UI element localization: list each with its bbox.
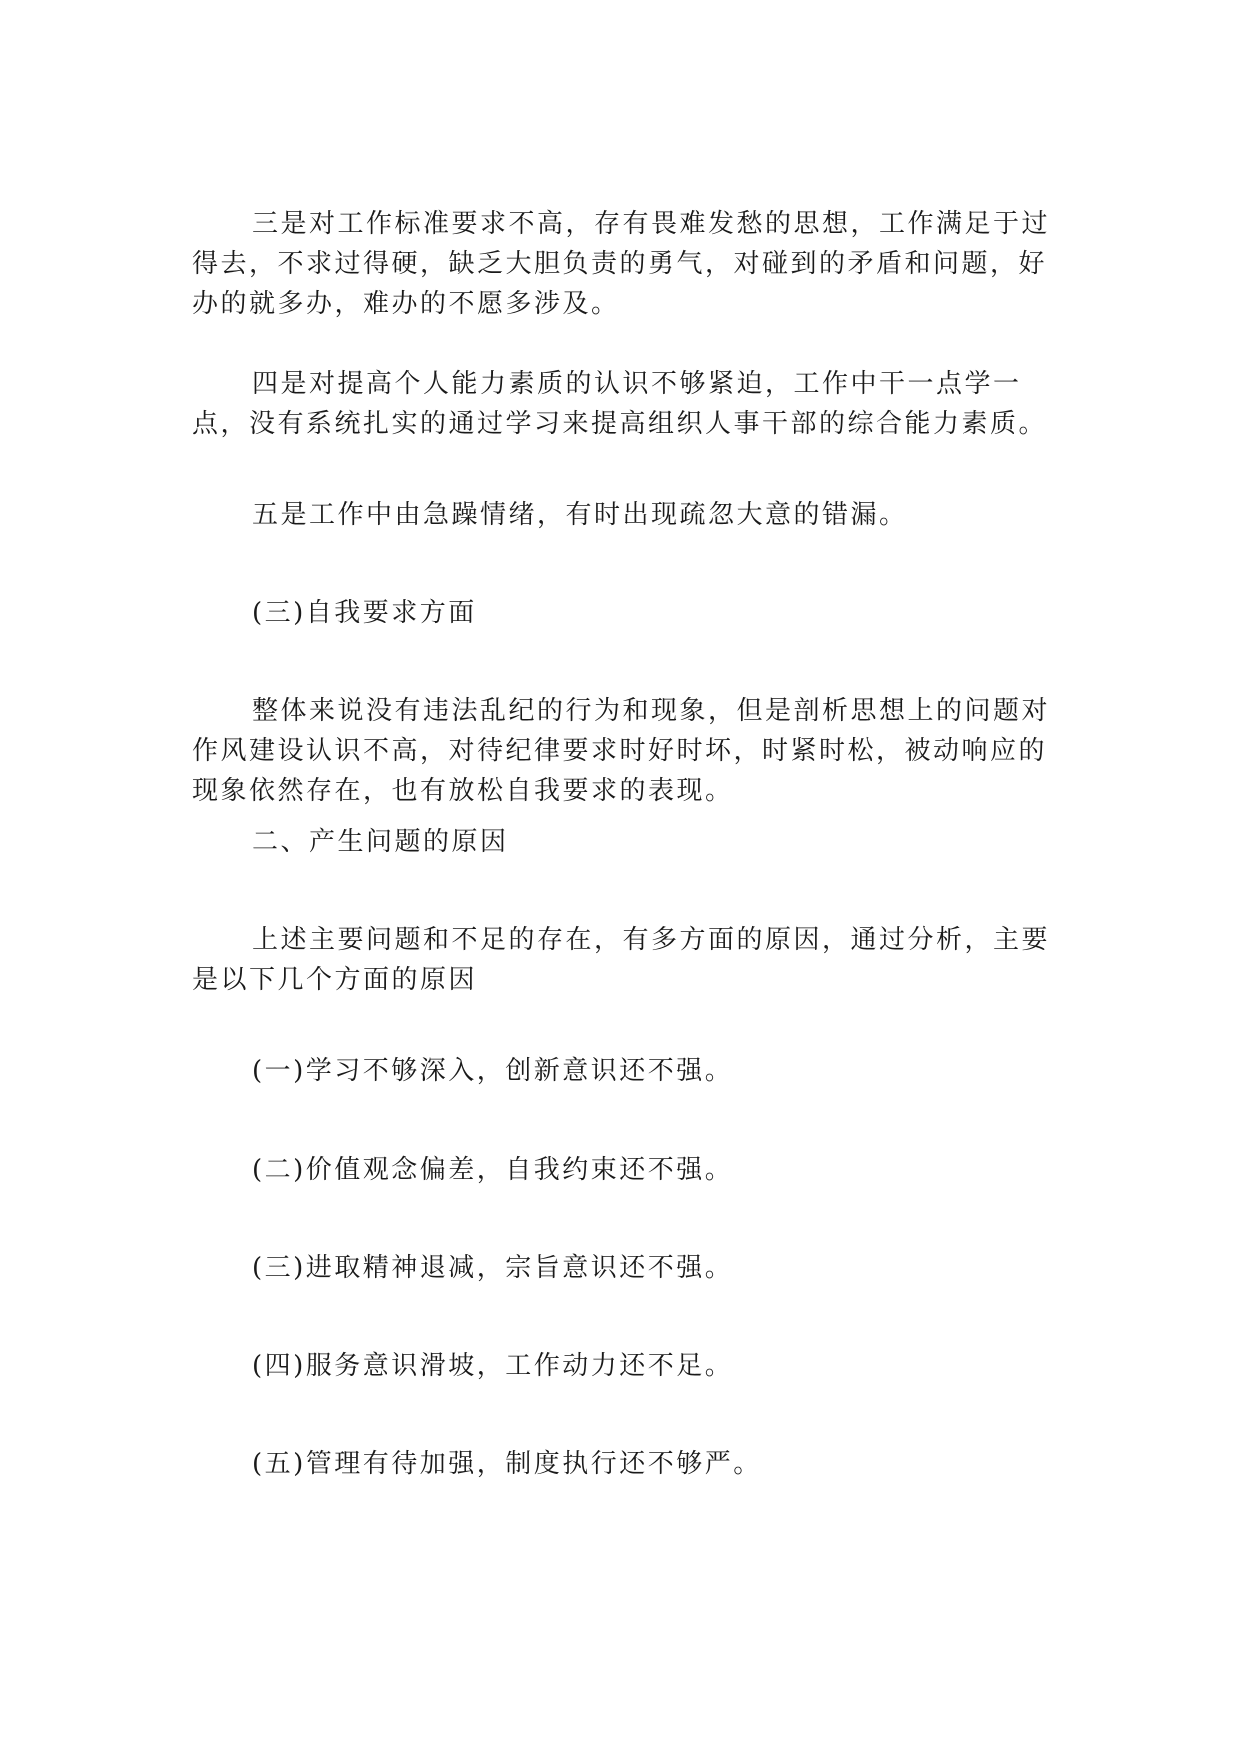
paragraph-overall: 整体来说没有违法乱纪的行为和现象，但是剖析思想上的问题对作风建设认识不高，对待纪律要求时好时坏，时紧时松，被动响应的现象依然存在，也有放松自我要求的表现。 [192, 696, 1051, 806]
paragraph-point-four: 四是对提高个人能力素质的认识不够紧迫，工作中干一点学一点，没有系统扎实的通过学习来提高组织人事干部的综合能力素质。 [192, 369, 1048, 439]
cause-item-1: (一)学习不够深入，创新意识还不强。 [252, 1056, 734, 1086]
section-heading-causes: 二、产生问题的原因 [252, 827, 509, 857]
paragraph-point-five: 五是工作中由急躁情绪，有时出现疏忽大意的错漏。 [252, 500, 908, 530]
cause-item-2: (二)价值观念偏差，自我约束还不强。 [252, 1155, 734, 1185]
cause-item-3: (三)进取精神退减，宗旨意识还不强。 [252, 1253, 734, 1283]
cause-item-4: (四)服务意识滑坡，工作动力还不足。 [252, 1351, 734, 1381]
paragraph-point-three: 三是对工作标准要求不高，存有畏难发愁的思想，工作满足于过得去，不求过得硬，缺乏大胆负责的勇气，对碰到的矛盾和问题，好办的就多办，难办的不愿多涉及。 [192, 209, 1051, 319]
cause-item-5: (五)管理有待加强，制度执行还不够严。 [252, 1449, 762, 1479]
section-heading-self-requirement: (三)自我要求方面 [252, 598, 477, 628]
paragraph-causes-intro: 上述主要问题和不足的存在，有多方面的原因，通过分析，主要是以下几个方面的原因 [192, 925, 1051, 995]
